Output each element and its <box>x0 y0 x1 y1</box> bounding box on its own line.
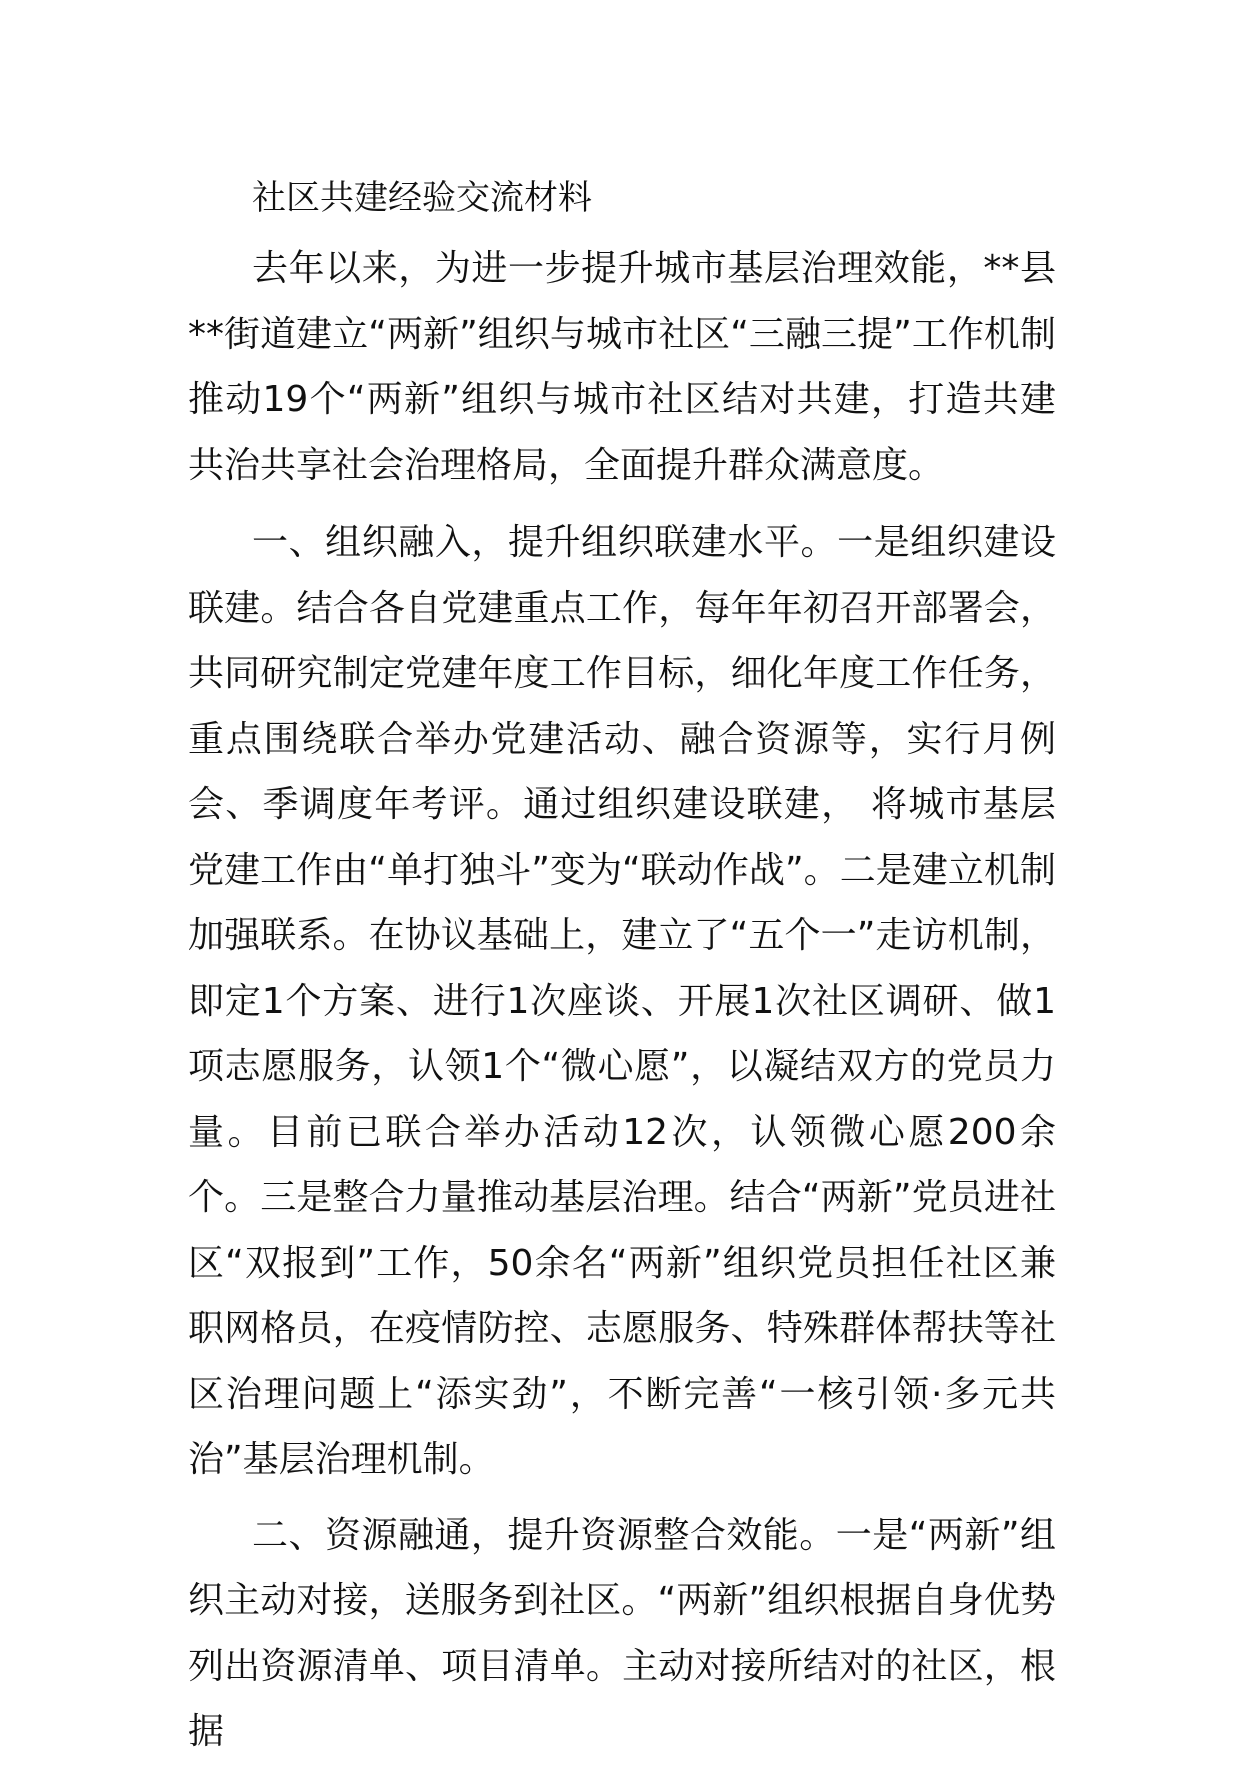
section-one-paragraph: 一、组织融入，提升组织联建水平。一是组织建设联建。结合各自党建重点工作，每年年初召开部署会，共同研究制定党建年度工作目标，细化年度工作任务，重点围绕联合举办党建活动、融合资源等，实行月例会、季调度年考评。通过组织建设联建， 将城市基层党建工作由“单打独斗”变为“联动作战”。二是建立机制加强联系。在协议基础上，建立了“五个一”走访机制，即定1个方案、进行1次座谈、开展1次社区调研、做1项志愿服务，认领1个“微心愿”，以凝结双方的党员力量。目前已联合举办活动12次，认领微心愿200余个。三是整合力量推动基层治理。结合“两新”党员进社区“双报到”工作，50余名“两新”组织党员担任社区兼职网格员，在疫情防控、志愿服务、特殊群体帮扶等社区治理问题上“添实劲”，不断完善“一核引领·多元共治”基层治理机制。 <box>188 522 1056 1480</box>
section-two-paragraph: 二、资源融通，提升资源整合效能。一是“两新”组织主动对接，送服务到社区。“两新”组织根据自身优势列出资源清单、项目清单。主动对接所结对的社区，根据 <box>188 1514 1056 1752</box>
document-body <box>188 168 1056 1765</box>
intro-paragraph: 去年以来，为进一步提升城市基层治理效能，**县**街道建立“两新”组织与城市社区“三融三提”工作机制推动19个“两新”组织与城市社区结对共建，打造共建共治共享社会治理格局，全面提升群众满意度。 <box>188 248 1056 486</box>
document-title: 社区共建经验交流材料 <box>252 178 592 218</box>
